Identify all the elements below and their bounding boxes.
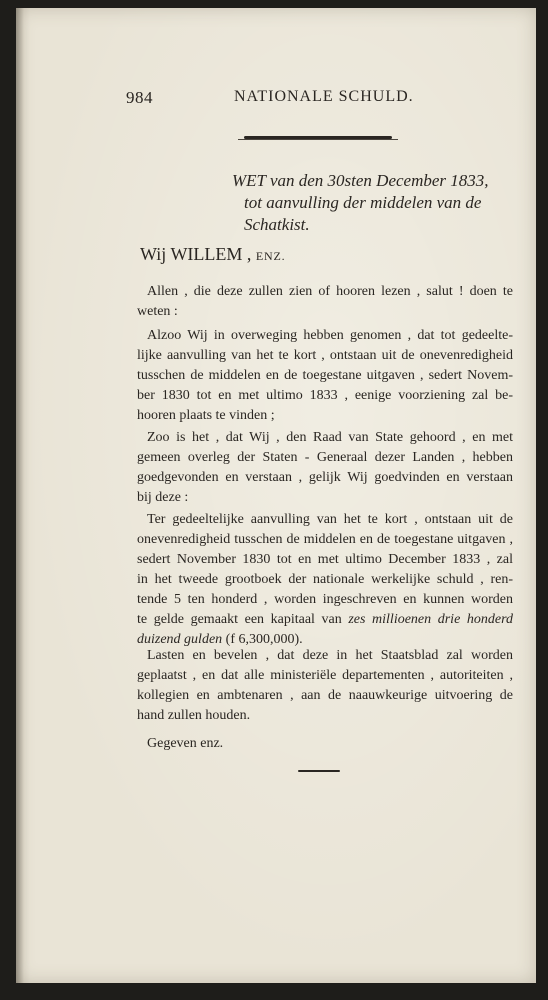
opening-formula [140, 244, 285, 265]
law-title-line: WET van den 30sten December 1833, [232, 171, 489, 190]
amount-figure: (f 6,300,000). [225, 632, 303, 647]
text-line: kollegien en ambtenaren , aan de naauwkeurige uitvoering de [137, 688, 513, 703]
italic-amount-words: zes millioenen drie honderd [348, 612, 514, 627]
paragraph-salutation [137, 282, 513, 322]
closing-rule [298, 770, 340, 772]
text-line: weten : [137, 304, 178, 319]
text-line: geplaatst , en dat alle ministeriële departementen , autoriteiten , [137, 668, 513, 683]
text-line [137, 610, 513, 630]
opening-name: Wij WILLEM , [140, 244, 252, 264]
text-line: Ter gedeeltelijke aanvulling van het te kort , ontstaan uit de [147, 512, 513, 527]
text-line: hooren plaats te vinden ; [137, 408, 275, 423]
italic-amount-words: duizend gulden [137, 632, 223, 647]
law-title-line: tot aanvulling der middelen van de [244, 193, 482, 212]
law-title-line: Schatkist. [244, 215, 310, 234]
text-line: in het tweede grootboek der nationale werkelijke schuld , ren- [137, 572, 513, 587]
text-line: Zoo is het , dat Wij , den Raad van State gehoord , en met [147, 430, 513, 445]
text-line: tusschen de middelen en de toegestane uitgaven , sedert Novem- [137, 368, 513, 383]
paragraph-consideration [137, 326, 513, 426]
running-head: NATIONALE SCHULD. [234, 88, 414, 105]
text-line: goedgevonden en verstaan , gelijk Wij goedvinden en verstaan [137, 470, 513, 485]
text-line: hand zullen houden. [137, 708, 251, 723]
opening-suffix: ENZ. [255, 249, 286, 263]
paragraph-provision [137, 510, 513, 650]
text-line: gemeen overleg der Staten - Generaal dezer Landen , hebben [137, 450, 513, 465]
text-line: Alzoo Wij in overweging hebben genomen , dat tot gedeelte- [147, 328, 513, 343]
text-line: lijke aanvulling van het te kort , ontstaan uit de onevenredigheid [137, 348, 513, 363]
text-line: onevenredigheid tusschen de middelen en de toegestane uitgaven , [137, 532, 513, 547]
text-segment: te gelde gemaakt een kapitaal van [137, 612, 342, 627]
paragraph-command [137, 646, 513, 726]
gutter-shadow [16, 8, 24, 983]
text-line: tende 5 ten honderd , worden ingeschreven en kunnen worden [137, 592, 513, 607]
paragraph-enactment [137, 428, 513, 508]
text-line: Allen , die deze zullen zien of hooren lezen , salut ! doen te [147, 284, 513, 299]
header-rule-thin [238, 139, 398, 140]
closing-formula: Gegeven enz. [147, 736, 224, 751]
text-line: Lasten en bevelen , dat deze in het Staatsblad zal worden [147, 648, 513, 663]
text-line: bij deze : [137, 490, 189, 505]
page-number: 984 [126, 88, 153, 107]
text-line: sedert November 1830 tot en met ultimo December 1833 , zal [137, 552, 513, 567]
header-rule [244, 136, 392, 139]
law-title [232, 170, 522, 236]
text-line: ber 1830 tot en met ultimo 1833 , eenige voorziening zal be- [137, 388, 513, 403]
